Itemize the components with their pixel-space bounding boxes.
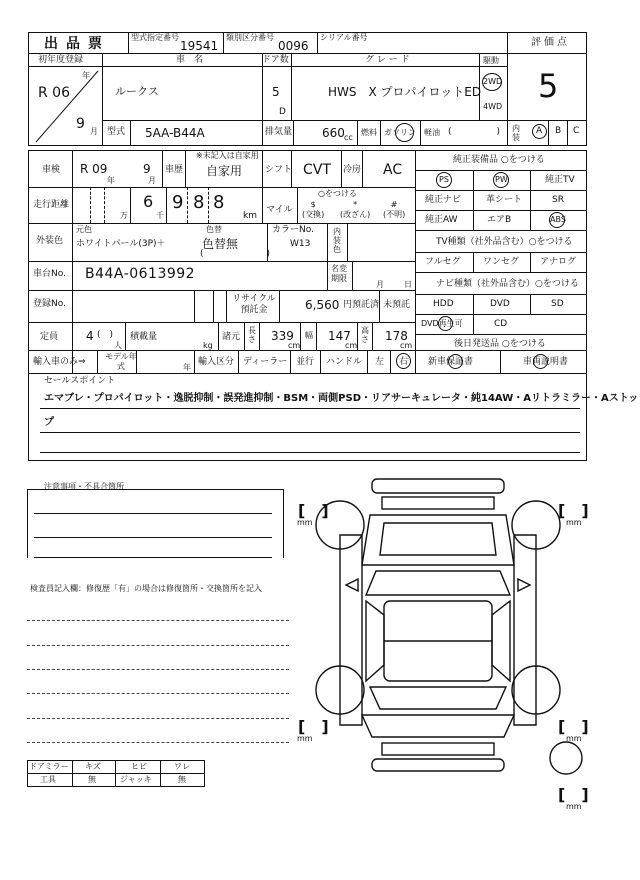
capacity-value: 4	[86, 329, 94, 343]
legend-jack-none: 無	[178, 775, 186, 784]
meter-opt-exchange: $ (交換)	[302, 200, 325, 219]
width-label: 幅	[305, 331, 313, 340]
fuel-label: 燃料	[361, 128, 377, 137]
mileage-man-unit: 万	[120, 211, 128, 220]
mileage-digit-1: 9	[172, 192, 184, 213]
tv-title: TV種類（社外品含む）○をつける	[436, 237, 573, 247]
type-spec-value: 19541	[180, 39, 219, 53]
chassis-label: 車台No.	[33, 269, 66, 279]
drive-label: 駆動	[483, 56, 499, 65]
legend-mirror: ドアミラー	[29, 762, 69, 771]
tire-mm-rl: mm	[297, 734, 313, 743]
inspector-label: 検査員記入欄：修復歴「有」の場合は修復箇所・交換箇所を記入	[30, 584, 262, 593]
serial-label: シリアル番号	[320, 33, 368, 42]
history-value: 自家用	[206, 164, 243, 178]
equip-navi: 純正ナビ	[425, 195, 462, 205]
tire-bracket-rl: [ ]	[298, 717, 329, 736]
capacity-unit: 人	[114, 341, 122, 350]
tire-mm-spare: mm	[566, 802, 582, 811]
form-title: 出品票	[44, 36, 110, 52]
mileage-label: 走行距離	[33, 200, 70, 210]
drive-2wd: 2WD	[483, 77, 503, 86]
color-label: 外装色	[36, 236, 64, 246]
inspection-label: 車検	[42, 165, 61, 175]
tv-analog: アナログ	[540, 257, 577, 267]
name-change-label: 名変期限	[331, 264, 347, 283]
legend-tools-none: 無	[88, 775, 96, 784]
load-label: 積載量	[130, 332, 158, 342]
equip-airbag: エアB	[487, 215, 512, 225]
navi-dvd: DVD	[490, 299, 510, 309]
import-type-label: 輸入区分	[198, 357, 235, 367]
height-value: 178	[385, 329, 408, 343]
year-unit: 年	[82, 71, 90, 80]
recycle-unpaid: 未預託	[383, 300, 411, 310]
width-unit: cm	[345, 341, 358, 350]
tire-mm-fl: mm	[297, 518, 313, 527]
displacement-unit: cc	[344, 133, 353, 142]
interior-color-label: 内装色	[333, 227, 341, 254]
tv-oneseg: ワンセグ	[483, 257, 520, 267]
score-label: 評価点	[531, 37, 570, 48]
sales-point-line1: エマブレ・プロパイロット・逸脱抑制・誤発進抑制・BSM・両側PSD・リアサーキュレータ・純14AW・Aリトラミラー・Aストッ	[44, 393, 639, 404]
history-note: ※未記入は自家用	[196, 151, 259, 160]
car-damage-diagram	[300, 475, 590, 775]
handle-right: 右	[399, 357, 409, 367]
tire-bracket-rr: [ ]	[558, 717, 589, 736]
equip-ps: PS	[439, 175, 449, 184]
mileage-km-unit: km	[243, 211, 257, 221]
drive-4wd: 4WD	[483, 102, 503, 111]
first-reg-label: 初年度登録	[38, 55, 84, 65]
equip-abs: ABS	[550, 215, 566, 224]
displacement-value: 660	[322, 126, 345, 140]
sales-point-line2: プ	[44, 417, 54, 428]
name-change-month: 月	[376, 280, 384, 289]
grade-label: グ レ ー ド	[365, 55, 410, 65]
equip-sr: SR	[552, 195, 564, 205]
import-label: 輸入車のみ⇒	[33, 357, 86, 367]
import-parallel: 並行	[296, 357, 315, 367]
tire-bracket-spare: [ ]	[558, 785, 589, 804]
recycle-amount: 6,560	[305, 298, 340, 312]
shift-label: シフト	[265, 165, 293, 175]
recycle-label: リサイクル預託金	[232, 294, 276, 315]
interior-label: 内装	[512, 124, 520, 142]
later-manual: 車両説明書	[523, 357, 569, 367]
inspection-year-unit: 年	[107, 176, 115, 185]
caution-box	[27, 489, 284, 558]
repaint-label: 色替	[206, 225, 222, 234]
history-label: 車歴	[165, 165, 184, 175]
length-label: 長さ	[248, 326, 256, 344]
equip-tv: 純正TV	[545, 175, 575, 185]
displacement-label: 排気量	[265, 127, 293, 137]
doors-value: 5	[272, 85, 280, 99]
tire-mm-rr: mm	[566, 734, 582, 743]
mile-label: マイル	[266, 205, 293, 215]
interior-b: B	[555, 126, 562, 136]
tire-bracket-fr: [ ]	[558, 501, 589, 520]
chassis-value: B44A-0613992	[85, 266, 196, 282]
legend-tools: 工具	[40, 775, 56, 784]
recycle-unit: 円預託済	[343, 300, 380, 310]
tv-fullseg: フルセグ	[425, 257, 461, 267]
car-name: ルークス	[115, 85, 159, 98]
interior-c: C	[573, 126, 580, 136]
type-spec-label: 型式指定番号	[131, 33, 179, 42]
later-title: 後日発送品 ○をつける	[454, 339, 546, 349]
color-no-label: カラーNo.	[272, 225, 314, 235]
tire-bracket-fl: [ ]	[298, 501, 329, 520]
legend-break: ワレ	[174, 762, 190, 771]
equip-aw: 純正AW	[425, 215, 458, 225]
score-value: 5	[538, 67, 559, 105]
fuel-diesel: 軽油	[424, 128, 440, 137]
tire-mm-fr: mm	[566, 518, 582, 527]
mileage-digit-2: 8	[193, 192, 205, 213]
handle-label: ハンドル	[326, 357, 363, 367]
later-warranty: 新車保証書	[428, 357, 474, 367]
navi-sd: SD	[551, 299, 564, 309]
interior-a: A	[536, 126, 543, 136]
load-unit: kg	[203, 341, 213, 350]
month-unit: 月	[90, 127, 98, 136]
width-value: 147	[328, 329, 351, 343]
first-reg-month: 9	[76, 116, 85, 132]
import-dealer: ディーラー	[243, 357, 288, 367]
handle-left: 左	[375, 357, 385, 367]
meter-opt-unknown: # (不明)	[383, 200, 406, 219]
doors-label: ドア数	[262, 55, 289, 65]
model-label: 型式	[107, 127, 126, 137]
fuel-gasoline: ガソリン	[384, 128, 416, 137]
reg-label: 登録No.	[33, 299, 66, 309]
dims-label: 諸元	[222, 332, 241, 342]
navi-dvd-play: DVD再生可	[421, 319, 463, 328]
inspection-month: 9	[143, 162, 151, 176]
fuel-gasoline-circle	[395, 123, 414, 142]
length-unit: cm	[288, 341, 301, 350]
meter-opt-tampered: * (改ざん)	[340, 200, 371, 219]
first-reg-era: R 06	[38, 85, 70, 101]
orig-color-label: 元色	[76, 225, 92, 234]
inspection-month-unit: 月	[148, 176, 156, 185]
height-label: 高さ	[361, 326, 369, 344]
mileage-sen-unit: 千	[156, 211, 164, 220]
sales-point-label: セールスポイント	[44, 376, 116, 386]
doors-sub: D	[279, 107, 286, 117]
repaint-value: 色替無	[202, 237, 239, 251]
height-unit: cm	[400, 341, 413, 350]
equip-leather: 革シート	[486, 195, 523, 205]
capacity-label: 定員	[40, 332, 59, 342]
cooling-label: 冷房	[343, 165, 362, 175]
cooling-value: AC	[383, 162, 403, 178]
model-year-unit: 年	[183, 363, 191, 372]
equip-pw: PW	[495, 175, 508, 184]
inspection-year: R 09	[80, 162, 108, 176]
legend-jack: ジャッキ	[120, 775, 152, 784]
navi-hdd: HDD	[433, 299, 454, 309]
class-label: 類別区分番号	[226, 33, 274, 42]
mileage-man-digit: 6	[143, 192, 154, 211]
model-year-label: モデル年式	[105, 352, 137, 371]
fuel-other: ( )	[448, 127, 501, 137]
navi-title: ナビ種類（社外品含む）○をつける	[436, 279, 579, 289]
caution-label: 注意事項・不具合箇所	[44, 482, 124, 491]
class-value: 0096	[278, 39, 309, 53]
navi-cd: CD	[494, 319, 508, 329]
legend-crack: ヒビ	[131, 762, 147, 771]
meter-circle-note: ○をつける	[318, 189, 357, 198]
shift-value: CVT	[303, 162, 331, 178]
orig-color: ホワイトパール(3P)＋	[76, 239, 166, 249]
factory-title: 純正装備品 ○をつける	[453, 155, 545, 165]
model-value: 5AA-B44A	[145, 126, 205, 140]
legend-scratch: キズ	[85, 762, 101, 771]
length-value: 339	[271, 329, 294, 343]
grade-value: HWS X プロパイロットED	[328, 85, 482, 99]
car-name-label: 車 名	[176, 55, 204, 65]
mileage-digit-3: 8	[213, 192, 225, 213]
color-no: W13	[290, 239, 311, 249]
